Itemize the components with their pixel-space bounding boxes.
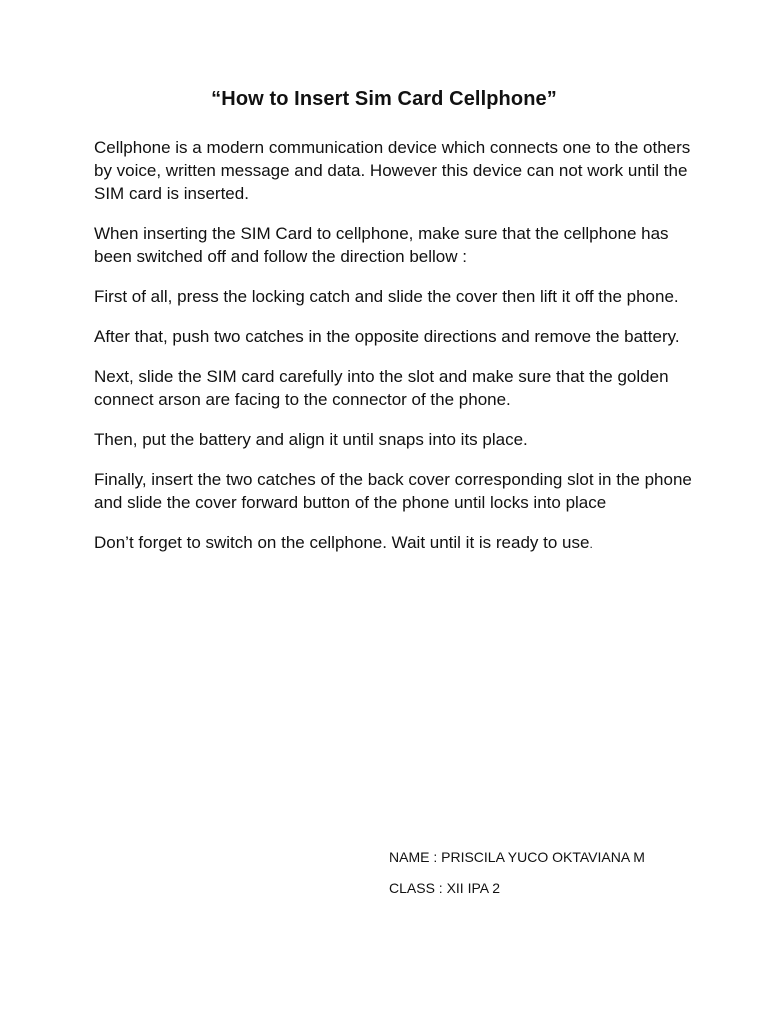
closing-period: . xyxy=(589,537,593,551)
closing-text: Don’t forget to switch on the cellphone. Wait until it is ready to use xyxy=(94,533,590,552)
paragraph-step-4: Then, put the battery and align it until snaps into its place. xyxy=(94,430,528,449)
author-footer xyxy=(389,848,645,910)
paragraph-precaution: When inserting the SIM Card to cellphone, make sure that the cellphone has been switched off and follow the direction bellow : xyxy=(94,224,669,266)
paragraph-closing xyxy=(94,531,694,556)
document-title: “How to Insert Sim Card Cellphone” xyxy=(211,88,557,110)
author-name: NAME : PRISCILA YUCO OKTAVIANA M xyxy=(389,849,645,865)
paragraph-step-5: Finally, insert the two catches of the back cover corresponding slot in the phone and slide the cover forward button of the phone until locks into place xyxy=(94,470,692,512)
paragraph-intro: Cellphone is a modern communication device which connects one to the others by voice, written message and data. However this device can not work until the SIM card is inserted. xyxy=(94,138,691,203)
paragraph-step-2: After that, push two catches in the opposite directions and remove the battery. xyxy=(94,327,680,346)
paragraph-step-3: Next, slide the SIM card carefully into the slot and make sure that the golden connect arson are facing to the connector of the phone. xyxy=(94,367,669,409)
document-body xyxy=(94,136,694,573)
author-class: CLASS : XII IPA 2 xyxy=(389,880,501,896)
paragraph-step-1: First of all, press the locking catch and slide the cover then lift it off the phone. xyxy=(94,287,679,306)
